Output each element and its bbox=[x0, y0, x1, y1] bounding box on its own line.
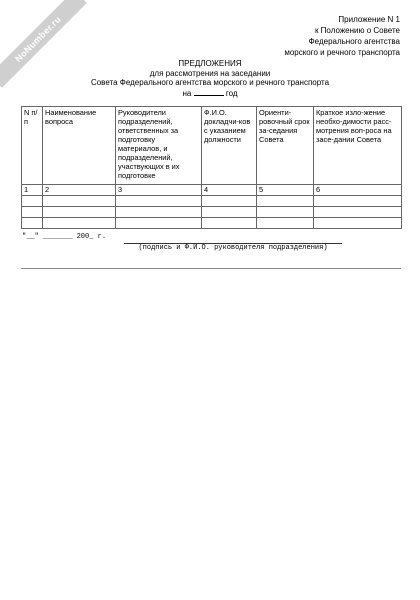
document-heading bbox=[0, 59, 420, 98]
table-header-cell: Краткое изло-жение необхо-димости расс-мотрения воп-роса на засе-дании Совета bbox=[314, 107, 402, 185]
table-cell bbox=[257, 196, 314, 207]
appendix-line: морского и речного транспорта bbox=[284, 48, 400, 57]
table-header-cell: Руководители подразделений, ответственных за подготовку материалов, и подразделений, участвующих в их подготовке bbox=[116, 107, 202, 185]
table-header-cell: Наименование вопроса bbox=[43, 107, 116, 185]
year-prefix: на bbox=[182, 88, 192, 98]
table-row bbox=[22, 207, 402, 218]
proposals-table bbox=[21, 106, 402, 229]
divider bbox=[21, 268, 401, 269]
table-cell bbox=[43, 218, 116, 229]
table-cell bbox=[257, 207, 314, 218]
table-header-cell: N п/п bbox=[22, 107, 43, 185]
table-cell bbox=[314, 207, 402, 218]
table-number-cell: 5 bbox=[257, 185, 314, 196]
table-header-cell: Ф.И.О. докладчи-ков с указанием должности bbox=[202, 107, 257, 185]
heading-line: для рассмотрения на заседании bbox=[149, 68, 271, 78]
table-cell bbox=[116, 207, 202, 218]
signature-caption: (подпись и Ф.И.О. руководителя подразделения) bbox=[138, 244, 328, 252]
table-cell bbox=[202, 196, 257, 207]
table-header-cell: Ориенти-ровочный срок за-седания Совета bbox=[257, 107, 314, 185]
table-cell bbox=[202, 207, 257, 218]
table-cell bbox=[257, 218, 314, 229]
table-row bbox=[22, 218, 402, 229]
table-cell bbox=[116, 196, 202, 207]
appendix-line: Приложение N 1 bbox=[338, 15, 400, 24]
table-number-cell: 2 bbox=[43, 185, 116, 196]
appendix-line: Федерального агентства bbox=[308, 37, 400, 46]
table-cell bbox=[116, 218, 202, 229]
table-cell bbox=[314, 218, 402, 229]
document-title: ПРЕДЛОЖЕНИЯ bbox=[178, 59, 242, 68]
table-cell bbox=[22, 196, 43, 207]
table-number-cell: 4 bbox=[202, 185, 257, 196]
table-cell bbox=[22, 207, 43, 218]
appendix-line: к Положению о Совете bbox=[314, 26, 400, 35]
table-row bbox=[22, 196, 402, 207]
heading-line: Совета Федерального агентства морского и речного транспорта bbox=[90, 78, 330, 87]
table-header-row bbox=[22, 107, 402, 185]
table-cell bbox=[314, 196, 402, 207]
signature-date: "__" _______ 200_ г. bbox=[22, 233, 107, 241]
table-number-cell: 3 bbox=[116, 185, 202, 196]
year-blank bbox=[194, 88, 224, 96]
table-number-row bbox=[22, 185, 402, 196]
table-cell bbox=[22, 218, 43, 229]
table-number-cell: 6 bbox=[314, 185, 402, 196]
appendix-note bbox=[284, 14, 400, 58]
watermark-badge: NoNumber.ru bbox=[0, 0, 87, 88]
table-cell bbox=[202, 218, 257, 229]
table-cell bbox=[43, 207, 116, 218]
heading-year-line bbox=[0, 88, 420, 99]
table-cell bbox=[43, 196, 116, 207]
table-number-cell: 1 bbox=[22, 185, 43, 196]
year-suffix: год bbox=[225, 88, 238, 98]
